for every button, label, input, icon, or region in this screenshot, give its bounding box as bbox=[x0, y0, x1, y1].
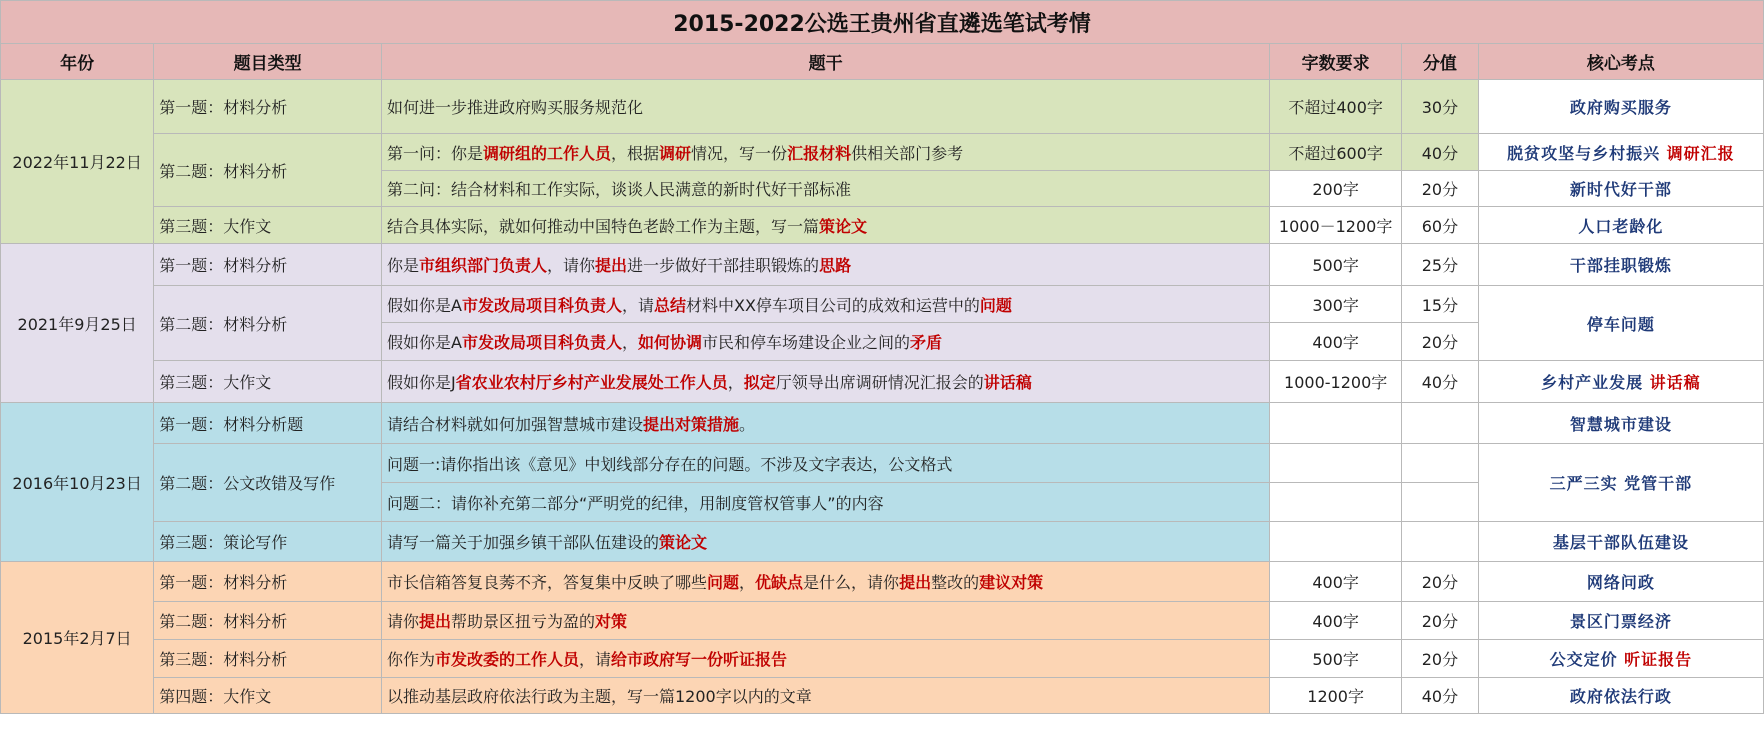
key-point bbox=[1478, 522, 1763, 562]
text-segment: 厅领导出席调研情况汇报会的 bbox=[775, 373, 984, 392]
text-segment: 公交定价 bbox=[1549, 650, 1625, 669]
word-requirement: 1200字 bbox=[1270, 678, 1402, 714]
text-segment: 如何进一步推进政府购买服务规范化 bbox=[386, 98, 643, 117]
question-stem bbox=[381, 80, 1269, 134]
header-keypoint: 核心考点 bbox=[1478, 44, 1763, 80]
question-type: 第二题：公文改错及写作 bbox=[154, 444, 382, 522]
text-segment: 问题一:请你指出该《意见》中划线部分存在的问题。不涉及文字表达，公文格式 bbox=[386, 454, 953, 474]
score: 25分 bbox=[1402, 244, 1479, 286]
key-point bbox=[1478, 134, 1763, 171]
table-row bbox=[1, 640, 1764, 678]
question-type: 第三题：大作文 bbox=[154, 207, 382, 244]
question-type: 第二题：材料分析 bbox=[154, 286, 382, 361]
text-segment: 基层干部队伍建设 bbox=[1552, 533, 1689, 552]
key-point bbox=[1478, 640, 1763, 678]
text-segment: 你作为 bbox=[386, 650, 435, 669]
text-segment: 请你 bbox=[386, 612, 419, 631]
key-point bbox=[1478, 403, 1763, 444]
question-stem bbox=[381, 403, 1269, 444]
key-point bbox=[1478, 444, 1763, 522]
text-segment: ， bbox=[727, 373, 744, 392]
question-type: 第二题：材料分析 bbox=[154, 602, 382, 640]
highlight-text: 提出 bbox=[595, 256, 628, 275]
question-type: 第一题：材料分析 bbox=[154, 80, 382, 134]
highlight-text: 调研组的工作人员 bbox=[483, 143, 612, 163]
table-row bbox=[1, 286, 1764, 323]
score: 15分 bbox=[1402, 286, 1479, 323]
text-segment: 进一步做好干部挂职锻炼的 bbox=[627, 256, 820, 275]
score: 20分 bbox=[1402, 323, 1479, 361]
text-segment: 假如你是A bbox=[386, 333, 462, 352]
score: 20分 bbox=[1402, 171, 1479, 207]
question-stem bbox=[381, 134, 1269, 171]
highlight-text: 市发改局项目科负责人 bbox=[461, 295, 622, 315]
text-segment: ，请 bbox=[579, 650, 612, 669]
word-requirement: 1000－1200字 bbox=[1270, 207, 1402, 244]
text-segment: 景区门票经济 bbox=[1569, 612, 1672, 631]
question-stem bbox=[381, 286, 1269, 323]
highlight-text: 策论文 bbox=[819, 216, 868, 236]
score: 20分 bbox=[1402, 640, 1479, 678]
text-segment: 停车问题 bbox=[1586, 314, 1655, 334]
text-segment: ，请你 bbox=[547, 256, 596, 275]
word-requirement: 400字 bbox=[1270, 562, 1402, 602]
key-point bbox=[1478, 361, 1763, 403]
highlight-text: 问题 bbox=[707, 573, 740, 592]
text-segment: 假如你是A bbox=[386, 295, 462, 315]
highlight-text: 策论文 bbox=[659, 533, 708, 552]
text-segment: ，根据 bbox=[611, 143, 660, 163]
highlight-text: 调研 bbox=[659, 143, 692, 163]
text-segment: 你是 bbox=[386, 256, 419, 275]
text-segment: 人口老龄化 bbox=[1578, 216, 1664, 236]
highlight-text: 总结 bbox=[653, 295, 686, 315]
question-type: 第三题：大作文 bbox=[154, 361, 382, 403]
highlight-text: 建议对策 bbox=[979, 573, 1044, 592]
header-stem: 题干 bbox=[381, 44, 1269, 80]
text-segment: ，请 bbox=[621, 295, 654, 315]
question-stem bbox=[381, 522, 1269, 562]
score: 20分 bbox=[1402, 602, 1479, 640]
text-segment: ， bbox=[621, 333, 638, 352]
text-segment: 政府依法行政 bbox=[1569, 687, 1672, 706]
key-point bbox=[1478, 244, 1763, 286]
text-segment: 脱贫攻坚与乡村振兴 bbox=[1507, 143, 1667, 163]
header-row bbox=[1, 44, 1764, 80]
score: 60分 bbox=[1402, 207, 1479, 244]
highlight-text: 提出 bbox=[419, 612, 452, 631]
question-stem bbox=[381, 678, 1269, 714]
highlight-text: 讲话稿 bbox=[1649, 373, 1701, 392]
year-cell: 2022年11月22日 bbox=[1, 80, 154, 244]
text-segment: ， bbox=[739, 573, 756, 592]
text-segment: 政府购买服务 bbox=[1569, 98, 1672, 117]
highlight-text: 讲话稿 bbox=[983, 373, 1032, 392]
highlight-text: 矛盾 bbox=[910, 333, 943, 352]
table-row bbox=[1, 602, 1764, 640]
text-segment: 请结合材料就如何加强智慧城市建设 bbox=[386, 414, 643, 434]
highlight-text: 省农业农村厅乡村产业发展处工作人员 bbox=[455, 373, 728, 392]
year-cell: 2015年2月7日 bbox=[1, 562, 154, 714]
text-segment: 帮助景区扭亏为盈的 bbox=[451, 612, 596, 631]
key-point bbox=[1478, 562, 1763, 602]
highlight-text: 调研汇报 bbox=[1666, 143, 1735, 163]
question-stem bbox=[381, 171, 1269, 207]
text-segment: 市长信箱答复良莠不齐，答复集中反映了哪些 bbox=[386, 573, 707, 592]
text-segment: 第一问：你是 bbox=[386, 143, 483, 163]
header-words: 字数要求 bbox=[1270, 44, 1402, 80]
question-stem bbox=[381, 361, 1269, 403]
key-point bbox=[1478, 602, 1763, 640]
text-segment: 乡村产业发展 bbox=[1541, 373, 1650, 392]
word-requirement bbox=[1270, 444, 1402, 483]
text-segment: 以推动基层政府依法行政为主题，写一篇1200字以内的文章 bbox=[386, 687, 812, 706]
header-year: 年份 bbox=[1, 44, 154, 80]
year-cell: 2016年10月23日 bbox=[1, 403, 154, 562]
score: 30分 bbox=[1402, 80, 1479, 134]
question-type: 第一题：材料分析题 bbox=[154, 403, 382, 444]
table-row bbox=[1, 522, 1764, 562]
highlight-text: 听证报告 bbox=[1624, 650, 1693, 669]
text-segment: 新时代好干部 bbox=[1569, 180, 1672, 199]
word-requirement: 300字 bbox=[1270, 286, 1402, 323]
question-stem bbox=[381, 444, 1269, 483]
word-requirement: 500字 bbox=[1270, 244, 1402, 286]
question-type: 第一题：材料分析 bbox=[154, 562, 382, 602]
text-segment: 市民和停车场建设企业之间的 bbox=[701, 333, 910, 352]
question-type: 第三题：策论写作 bbox=[154, 522, 382, 562]
score: 40分 bbox=[1402, 678, 1479, 714]
score bbox=[1402, 522, 1479, 562]
table-row bbox=[1, 244, 1764, 286]
word-requirement: 400字 bbox=[1270, 323, 1402, 361]
table-row bbox=[1, 207, 1764, 244]
highlight-text: 如何协调 bbox=[637, 333, 702, 352]
text-segment: 供相关部门参考 bbox=[851, 143, 964, 163]
question-stem bbox=[381, 602, 1269, 640]
table-row bbox=[1, 444, 1764, 483]
score bbox=[1402, 403, 1479, 444]
word-requirement: 1000-1200字 bbox=[1270, 361, 1402, 403]
score bbox=[1402, 444, 1479, 483]
score: 40分 bbox=[1402, 134, 1479, 171]
highlight-text: 给市政府写一份听证报告 bbox=[611, 650, 788, 669]
text-segment: 问题二：请你补充第二部分“严明党的纪律，用制度管权管事人”的内容 bbox=[386, 493, 884, 513]
text-segment: 。 bbox=[739, 414, 756, 434]
table-row bbox=[1, 562, 1764, 602]
highlight-text: 市发改委的工作人员 bbox=[435, 650, 580, 669]
word-requirement: 不超过400字 bbox=[1270, 80, 1402, 134]
word-requirement bbox=[1270, 483, 1402, 522]
question-type: 第三题：材料分析 bbox=[154, 640, 382, 678]
question-stem bbox=[381, 323, 1269, 361]
text-segment: 情况，写一份 bbox=[691, 143, 788, 163]
highlight-text: 拟定 bbox=[743, 373, 776, 392]
question-stem bbox=[381, 483, 1269, 522]
text-segment: 材料中XX停车项目公司的成效和运营中的 bbox=[685, 295, 980, 315]
text-segment: 结合具体实际，就如何推动中国特色老龄工作为主题，写一篇 bbox=[386, 216, 819, 236]
question-stem bbox=[381, 207, 1269, 244]
score: 40分 bbox=[1402, 361, 1479, 403]
highlight-text: 思路 bbox=[819, 256, 852, 275]
table-title: 2015-2022公选王贵州省直遴选笔试考情 bbox=[1, 1, 1764, 44]
question-type: 第四题：大作文 bbox=[154, 678, 382, 714]
key-point bbox=[1478, 207, 1763, 244]
highlight-text: 对策 bbox=[595, 612, 628, 631]
text-segment: 干部挂职锻炼 bbox=[1569, 256, 1672, 275]
highlight-text: 优缺点 bbox=[755, 573, 804, 592]
header-type: 题目类型 bbox=[154, 44, 382, 80]
highlight-text: 提出 bbox=[899, 573, 932, 592]
text-segment: 是什么，请你 bbox=[803, 573, 900, 592]
key-point bbox=[1478, 171, 1763, 207]
key-point bbox=[1478, 286, 1763, 361]
text-segment: 智慧城市建设 bbox=[1569, 414, 1672, 434]
question-stem bbox=[381, 640, 1269, 678]
table-row bbox=[1, 678, 1764, 714]
word-requirement: 200字 bbox=[1270, 171, 1402, 207]
text-segment: 第二问：结合材料和工作实际，谈谈人民满意的新时代好干部标准 bbox=[386, 180, 851, 199]
header-score: 分值 bbox=[1402, 44, 1479, 80]
question-stem bbox=[381, 244, 1269, 286]
text-segment: 三严三实 党管干部 bbox=[1549, 474, 1693, 493]
word-requirement: 不超过600字 bbox=[1270, 134, 1402, 171]
text-segment: 网络问政 bbox=[1586, 573, 1655, 592]
text-segment: 整改的 bbox=[931, 573, 980, 592]
highlight-text: 市组织部门负责人 bbox=[419, 256, 548, 275]
question-type: 第一题：材料分析 bbox=[154, 244, 382, 286]
year-cell: 2021年9月25日 bbox=[1, 244, 154, 403]
title-row bbox=[1, 1, 1764, 44]
highlight-text: 汇报材料 bbox=[787, 143, 852, 163]
text-segment: 请写一篇关于加强乡镇干部队伍建设的 bbox=[386, 533, 659, 552]
question-type: 第二题：材料分析 bbox=[154, 134, 382, 207]
key-point bbox=[1478, 80, 1763, 134]
table-row bbox=[1, 134, 1764, 171]
word-requirement: 500字 bbox=[1270, 640, 1402, 678]
highlight-text: 问题 bbox=[979, 295, 1012, 315]
table-row bbox=[1, 403, 1764, 444]
score bbox=[1402, 483, 1479, 522]
score: 20分 bbox=[1402, 562, 1479, 602]
key-point bbox=[1478, 678, 1763, 714]
text-segment: 假如你是J bbox=[386, 373, 456, 392]
word-requirement bbox=[1270, 403, 1402, 444]
word-requirement: 400字 bbox=[1270, 602, 1402, 640]
question-stem bbox=[381, 562, 1269, 602]
table-row bbox=[1, 361, 1764, 403]
word-requirement bbox=[1270, 522, 1402, 562]
highlight-text: 市发改局项目科负责人 bbox=[461, 333, 622, 352]
table-row bbox=[1, 80, 1764, 134]
highlight-text: 提出对策措施 bbox=[643, 414, 740, 434]
